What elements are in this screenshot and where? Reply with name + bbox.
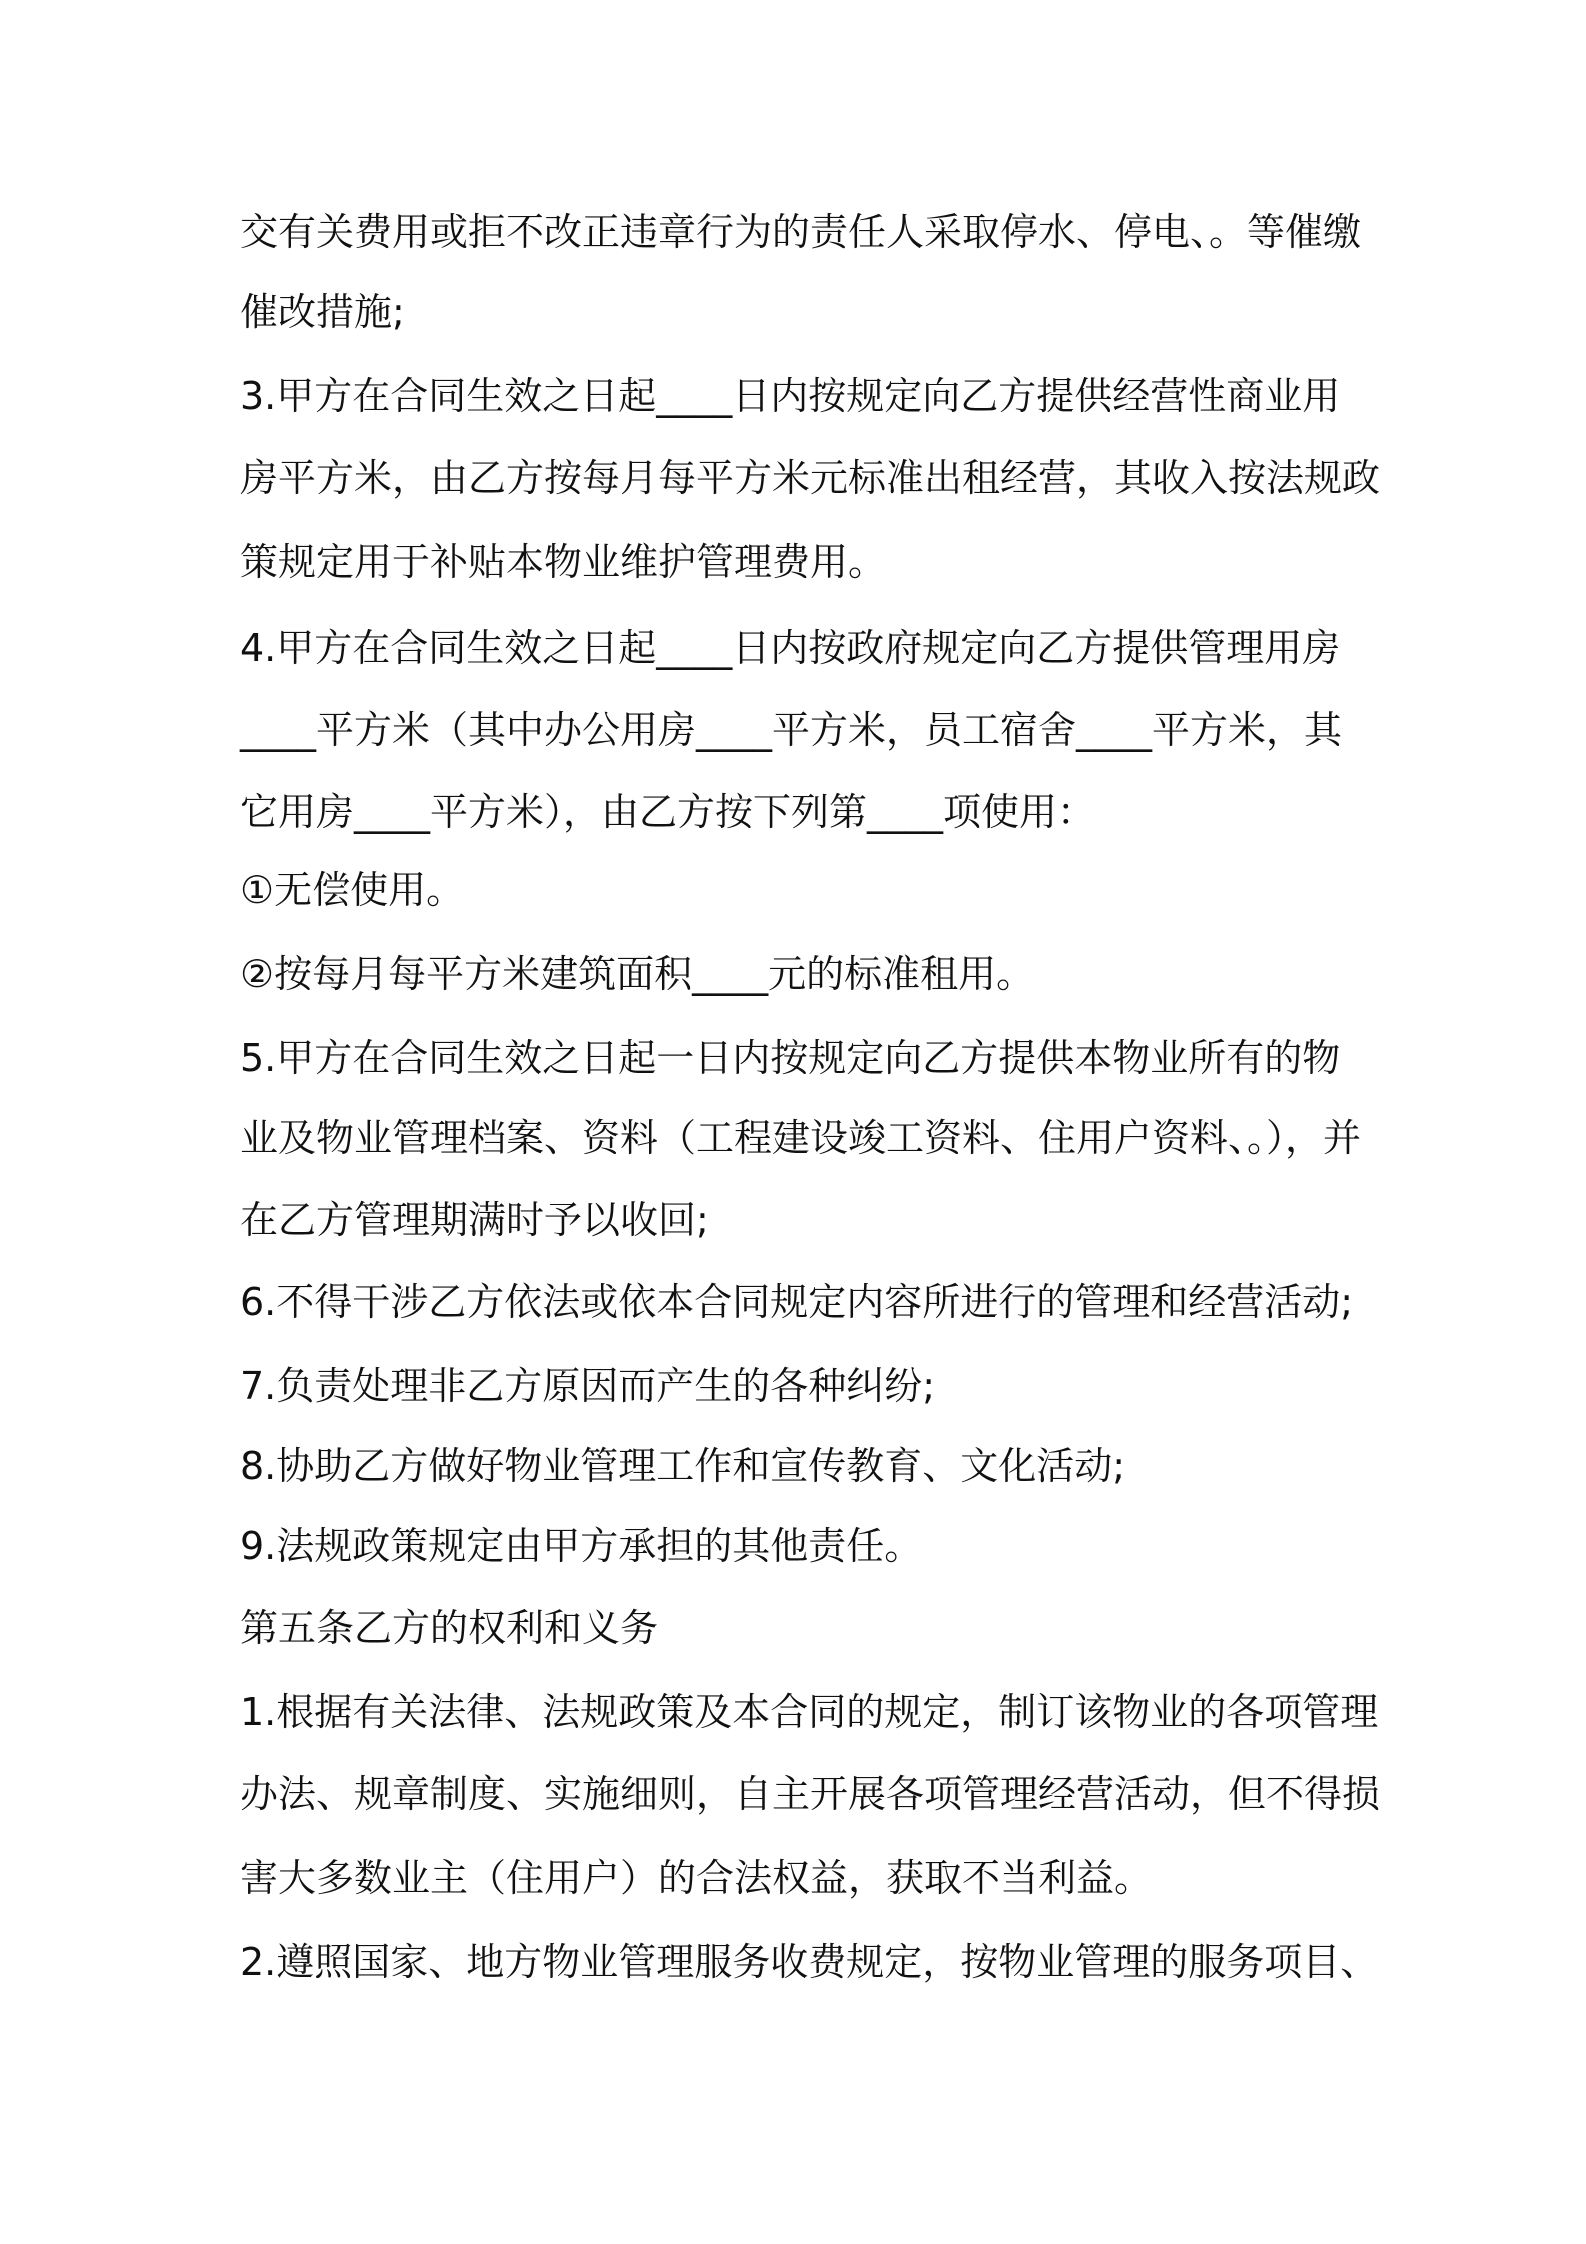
text-line: 办法、规章制度、实施细则，自主开展各项管理经营活动，但不得损: [240, 1772, 1381, 1816]
text-line: 它用房____平方米），由乙方按下列第____项使用：: [240, 790, 1096, 834]
text-line: 1.根据有关法律、法规政策及本合同的规定，制订该物业的各项管理: [240, 1690, 1379, 1734]
text-line: 催改措施;: [240, 290, 405, 334]
text-line: 4.甲方在合同生效之日起____日内按政府规定向乙方提供管理用房: [240, 626, 1341, 670]
text-line: ____平方米（其中办公用房____平方米，员工宿舍____平方米，其: [240, 708, 1343, 752]
text-line: 策规定用于补贴本物业维护管理费用。: [240, 540, 887, 584]
text-line: 5.甲方在合同生效之日起一日内按规定向乙方提供本物业所有的物: [240, 1036, 1341, 1080]
text-line: ①无偿使用。: [240, 868, 465, 912]
text-line: 在乙方管理期满时予以收回;: [240, 1198, 709, 1242]
text-line: 7.负责处理非乙方原因而产生的各种纠纷;: [240, 1364, 936, 1408]
text-line: 3.甲方在合同生效之日起____日内按规定向乙方提供经营性商业用: [240, 374, 1341, 418]
section-heading: 第五条乙方的权利和义务: [240, 1606, 659, 1650]
text-line: 业及物业管理档案、资料（工程建设竣工资料、住用户资料、。），并: [240, 1116, 1362, 1160]
text-line: 房平方米，由乙方按每月每平方米元标准出租经营，其收入按法规政: [240, 456, 1381, 500]
text-line: 6.不得干涉乙方依法或依本合同规定内容所进行的管理和经营活动;: [240, 1280, 1354, 1324]
text-line: 9.法规政策规定由甲方承担的其他责任。: [240, 1524, 923, 1568]
text-line: 8.协助乙方做好物业管理工作和宣传教育、文化活动;: [240, 1444, 1126, 1488]
text-line: 交有关费用或拒不改正违章行为的责任人采取停水、停电、。等催缴: [240, 210, 1362, 254]
text-line: 害大多数业主（住用户）的合法权益，获取不当利益。: [240, 1856, 1153, 1900]
text-line: ②按每月每平方米建筑面积____元的标准租用。: [240, 952, 1035, 996]
text-line: 2.遵照国家、地方物业管理服务收费规定，按物业管理的服务项目、: [240, 1940, 1379, 1984]
